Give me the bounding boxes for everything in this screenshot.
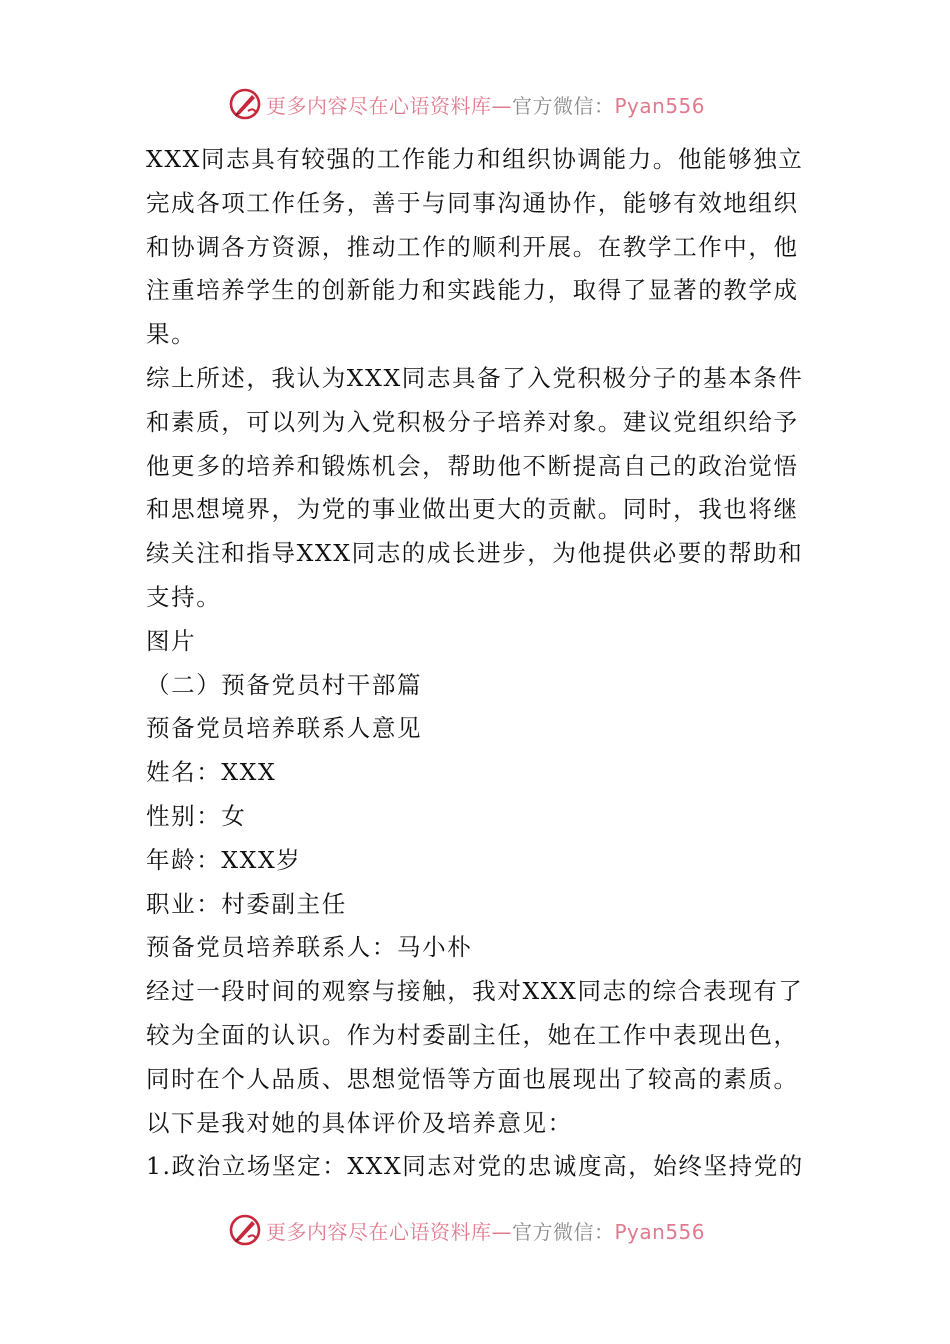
watermark-wechat-label: 官方微信：: [512, 93, 615, 118]
text-line: 完成各项工作任务，善于与同事沟通协作，能够有效地组织: [146, 188, 799, 217]
text-line: 支持。: [146, 582, 222, 611]
text-line: 续关注和指导XXX同志的成长进步，为他提供必要的帮助和: [146, 539, 804, 568]
text-line: 1.政治立场坚定：XXX同志对党的忠诚度高，始终坚持党的: [146, 1152, 804, 1181]
pen-logo-icon: [228, 87, 262, 121]
text-line: 和协调各方资源，推动工作的顺利开展。在教学工作中，他: [146, 232, 799, 261]
text-line: 注重培养学生的创新能力和实践能力，取得了显著的教学成: [146, 276, 799, 305]
watermark-site-name: 更多内容尽在心语资料库: [266, 1219, 492, 1244]
header-watermark: [228, 84, 748, 124]
text-line: 综上所述，我认为XXX同志具备了入党积极分子的基本条件: [146, 363, 804, 392]
watermark-dash: —: [491, 1219, 512, 1244]
watermark-wechat-id: Pyan556: [614, 1219, 706, 1244]
text-line: 他更多的培养和锻炼机会，帮助他不断提高自己的政治觉悟: [146, 451, 799, 480]
watermark-site-name: 更多内容尽在心语资料库: [266, 93, 492, 118]
document-subtitle: 预备党员培养联系人意见: [146, 714, 423, 743]
field-contact-person: 预备党员培养联系人：马小朴: [146, 933, 473, 962]
text-line: 果。: [146, 320, 197, 349]
text-line: 和素质，可以列为入党积极分子培养对象。建议党组织给予: [146, 407, 799, 436]
text-line: 同时在个人品质、思想觉悟等方面也展现出了较高的素质。: [146, 1064, 799, 1093]
text-line: 经过一段时间的观察与接触，我对XXX同志的综合表现有了: [146, 977, 804, 1006]
section-heading: （二）预备党员村干部篇: [146, 670, 423, 699]
footer-watermark: [228, 1210, 748, 1250]
watermark-wechat-label: 官方微信：: [512, 1219, 615, 1244]
pen-logo-icon: [228, 1213, 262, 1247]
text-line: XXX同志具有较强的工作能力和组织协调能力。他能够独立: [146, 145, 804, 173]
watermark-wechat-id: Pyan556: [614, 93, 706, 118]
text-line: 和思想境界，为党的事业做出更大的贡献。同时，我也将继: [146, 495, 799, 524]
document-body: [146, 138, 810, 1189]
text-line: 以下是我对她的具体评价及培养意见：: [146, 1108, 573, 1137]
field-age: 年龄：XXX岁: [146, 845, 302, 874]
text-line: 较为全面的认识。作为村委副主任，她在工作中表现出色，: [146, 1020, 799, 1049]
field-occupation: 职业：村委副主任: [146, 889, 347, 918]
image-placeholder-label: 图片: [146, 626, 197, 655]
field-gender: 性别：女: [146, 801, 247, 830]
field-name: 姓名：XXX: [146, 758, 277, 787]
watermark-dash: —: [491, 93, 512, 118]
